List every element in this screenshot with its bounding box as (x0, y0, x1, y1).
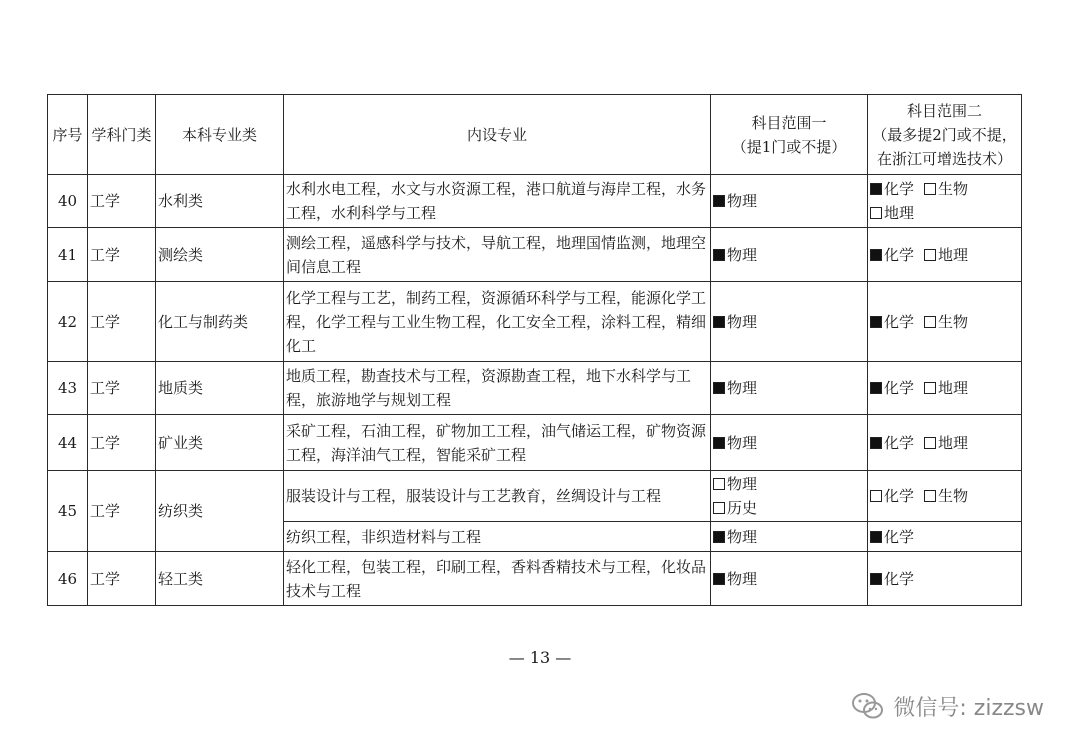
checked-box-icon (870, 437, 882, 449)
header-scope2-line2: （最多提2门或不提， (872, 125, 1017, 144)
subject-label: 物理 (727, 569, 758, 588)
row-scope2 (868, 522, 1022, 552)
subject-line (713, 472, 865, 496)
row-category: 化工与制药类 (156, 282, 284, 362)
row-discipline: 工学 (88, 282, 156, 362)
row-discipline: 工学 (88, 471, 156, 552)
checked-box-icon (713, 437, 725, 449)
subject-option (924, 434, 968, 452)
row-discipline: 工学 (88, 175, 156, 228)
table-row (48, 175, 1022, 228)
subject-option (870, 204, 914, 222)
subject-label: 物理 (727, 192, 758, 210)
header-scope1 (711, 95, 868, 175)
row-scope2 (868, 415, 1022, 471)
row-discipline: 工学 (88, 362, 156, 415)
subject-option (870, 379, 914, 397)
subject-option (713, 475, 757, 493)
row-scope1 (711, 362, 868, 415)
page-number: — 13 — (508, 648, 572, 667)
subject-label: 化学 (884, 245, 915, 264)
unchecked-box-icon (924, 183, 936, 195)
row-scope1 (711, 415, 868, 471)
subject-label: 物理 (727, 475, 758, 493)
subject-label: 化学 (884, 527, 915, 546)
subject-label: 地理 (884, 204, 915, 222)
row-scope1 (711, 471, 868, 522)
header-scope1-line2: （提1门或不提） (731, 137, 847, 156)
subject-label: 物理 (727, 379, 758, 397)
subject-option (870, 180, 914, 198)
row-majors: 水利水电工程，水文与水资源工程，港口航道与海岸工程，水务工程，水利科学与工程 (284, 175, 711, 228)
unchecked-box-icon (870, 207, 882, 219)
row-scope2 (868, 282, 1022, 362)
row-seq: 46 (48, 552, 88, 606)
subject-requirements-table (47, 94, 1022, 606)
subject-label: 地理 (938, 379, 969, 397)
checked-box-icon (713, 382, 725, 394)
table-row (48, 415, 1022, 471)
subject-option (870, 313, 914, 331)
row-seq: 43 (48, 362, 88, 415)
row-discipline: 工学 (88, 415, 156, 471)
row-scope1 (711, 522, 868, 552)
table-row (48, 552, 1022, 606)
row-scope2 (868, 228, 1022, 282)
row-majors: 采矿工程，石油工程，矿物加工工程，油气储运工程，矿物资源工程，海洋油气工程，智能采矿工程 (284, 415, 711, 471)
subject-option (713, 192, 757, 210)
unchecked-box-icon (713, 478, 725, 490)
checked-box-icon (870, 183, 882, 195)
subject-label: 化学 (884, 487, 915, 505)
subject-option (870, 487, 914, 505)
header-majors: 内设专业 (284, 95, 711, 175)
subject-option (924, 313, 968, 331)
row-majors: 轻化工程，包装工程，印刷工程，香料香精技术与工程，化妆品技术与工程 (284, 552, 711, 606)
unchecked-box-icon (713, 502, 725, 514)
row-seq: 42 (48, 282, 88, 362)
checked-box-icon (870, 382, 882, 394)
checked-box-icon (713, 195, 725, 207)
subject-label: 地理 (938, 245, 969, 264)
checked-box-icon (713, 573, 725, 585)
checked-box-icon (870, 531, 882, 543)
row-category: 测绘类 (156, 228, 284, 282)
row-majors: 测绘工程，遥感科学与技术，导航工程，地理国情监测，地理空间信息工程 (284, 228, 711, 282)
table-row (48, 282, 1022, 362)
row-scope2 (868, 175, 1022, 228)
subject-option (924, 180, 968, 198)
unchecked-box-icon (924, 249, 936, 261)
subject-label: 化学 (884, 569, 915, 588)
subject-option (713, 570, 757, 588)
subject-label: 物理 (727, 433, 758, 452)
table-row (48, 471, 1022, 522)
row-category: 矿业类 (156, 415, 284, 471)
subject-option (713, 379, 757, 397)
row-majors: 服装设计与工程，服装设计与工艺教育，丝绸设计与工程 (284, 471, 711, 522)
header-seq: 序号 (48, 95, 88, 175)
row-scope1 (711, 552, 868, 606)
subject-label: 生物 (938, 487, 969, 505)
subject-line (713, 496, 865, 520)
row-seq: 41 (48, 228, 88, 282)
row-scope2 (868, 362, 1022, 415)
subject-label: 化学 (884, 433, 915, 452)
unchecked-box-icon (924, 382, 936, 394)
wechat-icon (851, 691, 885, 721)
row-scope1 (711, 282, 868, 362)
subject-option (713, 434, 757, 452)
row-discipline: 工学 (88, 552, 156, 606)
row-majors: 化学工程与工艺，制药工程，资源循环科学与工程，能源化学工程，化学工程与工业生物工程，化工安全工程，涂料工程，精细化工 (284, 282, 711, 362)
subject-label: 历史 (727, 499, 758, 517)
subject-label: 化学 (884, 379, 915, 397)
subject-label: 化学 (884, 312, 915, 331)
watermark-text: 微信号: zizzsw (893, 695, 1044, 721)
header-scope2-line3: 在浙江可增选技术） (876, 149, 1012, 168)
header-scope2-line1: 科目范围二 (906, 101, 982, 120)
table-row (48, 228, 1022, 282)
subject-option (713, 246, 757, 264)
header-discipline: 学科门类 (88, 95, 156, 175)
row-category: 地质类 (156, 362, 284, 415)
row-scope1 (711, 175, 868, 228)
unchecked-box-icon (924, 316, 936, 328)
subject-label: 物理 (727, 245, 758, 264)
row-seq: 44 (48, 415, 88, 471)
subject-option (713, 499, 757, 517)
row-scope2 (868, 471, 1022, 522)
subject-label: 生物 (938, 180, 969, 198)
row-category: 水利类 (156, 175, 284, 228)
checked-box-icon (713, 316, 725, 328)
subject-option (713, 313, 757, 331)
header-category: 本科专业类 (156, 95, 284, 175)
subject-option (924, 246, 968, 264)
subject-label: 生物 (938, 312, 969, 331)
subject-label: 物理 (727, 527, 758, 546)
subject-label: 物理 (727, 312, 758, 331)
subject-option (924, 487, 968, 505)
table-row (48, 362, 1022, 415)
subject-option (870, 246, 914, 264)
checked-box-icon (870, 249, 882, 261)
header-row (48, 95, 1022, 175)
row-scope1 (711, 228, 868, 282)
row-discipline: 工学 (88, 228, 156, 282)
row-majors: 地质工程，勘查技术与工程，资源勘查工程，地下水科学与工程，旅游地学与规划工程 (284, 362, 711, 415)
subject-option (870, 434, 914, 452)
row-seq: 40 (48, 175, 88, 228)
checked-box-icon (713, 531, 725, 543)
row-majors: 纺织工程，非织造材料与工程 (284, 522, 711, 552)
subject-option (870, 528, 914, 546)
subject-option (713, 528, 757, 546)
header-scope2 (868, 95, 1022, 175)
header-scope1-line1: 科目范围一 (751, 113, 827, 132)
checked-box-icon (870, 316, 882, 328)
watermark (851, 688, 1044, 724)
row-category: 轻工类 (156, 552, 284, 606)
subject-option (870, 570, 914, 588)
row-category: 纺织类 (156, 471, 284, 552)
subject-label: 化学 (884, 180, 915, 198)
checked-box-icon (870, 573, 882, 585)
unchecked-box-icon (924, 437, 936, 449)
checked-box-icon (713, 249, 725, 261)
unchecked-box-icon (870, 490, 882, 502)
unchecked-box-icon (924, 490, 936, 502)
subject-option (924, 379, 968, 397)
row-scope2 (868, 552, 1022, 606)
subject-label: 地理 (938, 433, 969, 452)
row-seq: 45 (48, 471, 88, 552)
